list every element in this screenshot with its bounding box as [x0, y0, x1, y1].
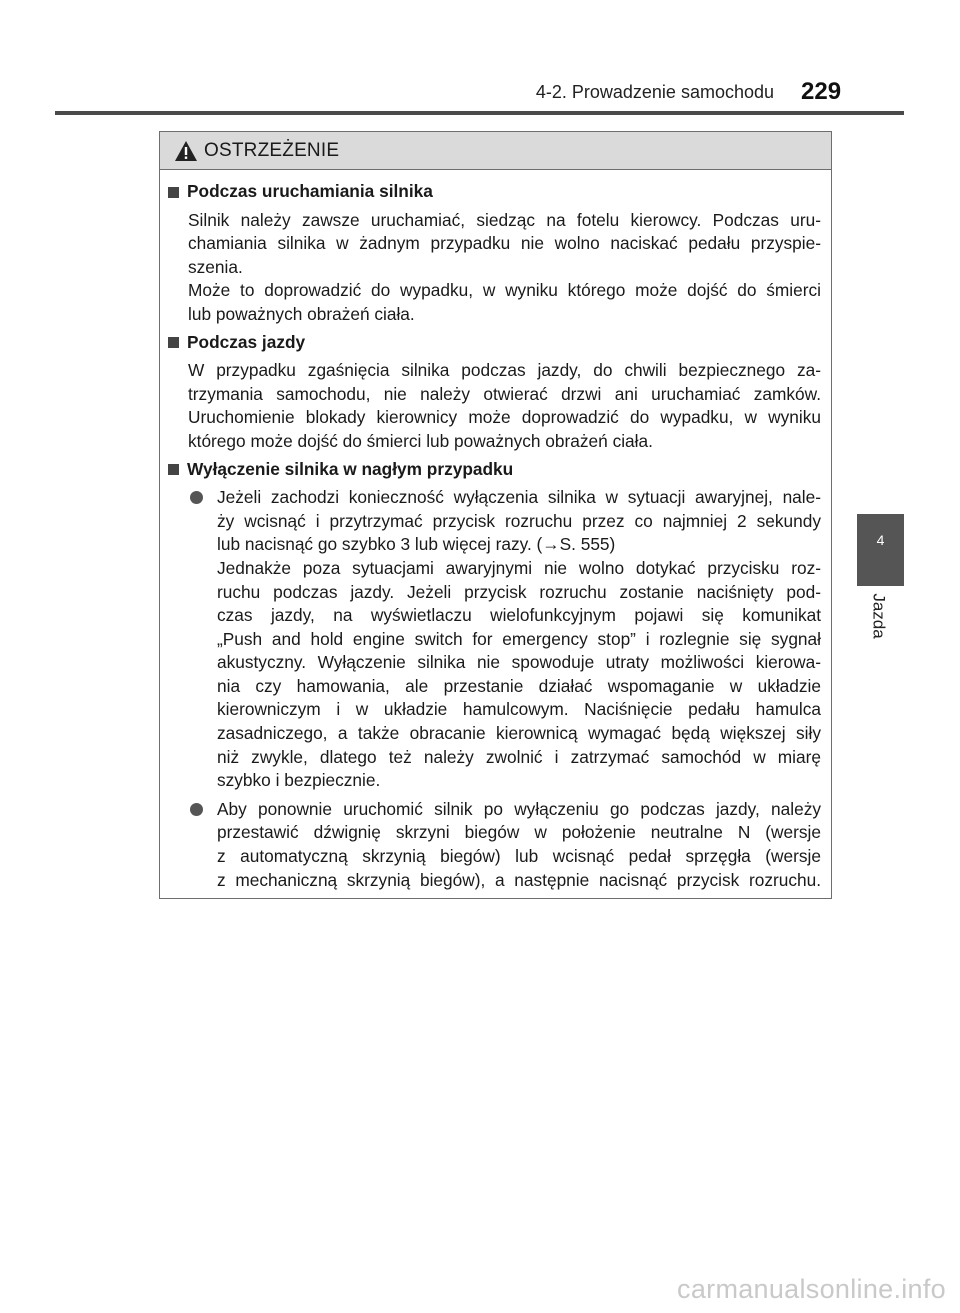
square-bullet-icon	[168, 464, 179, 475]
list-item-text	[217, 486, 821, 793]
circle-bullet-icon	[190, 803, 203, 816]
square-bullet-icon	[168, 187, 179, 198]
text-line: akustyczny. Wyłączenie silnika nie spowoduje utraty możliwości kierowa-	[217, 652, 821, 673]
warning-header	[160, 132, 831, 170]
text-line: Silnik należy zawsze uruchamiać, siedząc na fotelu kierowcy. Podczas uru-	[188, 209, 821, 230]
text-line: którego może dojść do śmierci lub poważnych obrażeń ciała.	[188, 430, 653, 451]
text-line: ruchu podczas jazdy. Jeżeli przycisk rozruchu zostanie naciśnięty pod-	[217, 581, 821, 602]
text-line: Jednakże poza sytuacjami awaryjnymi nie wolno dotykać przycisku roz-	[217, 557, 821, 578]
text-line: niż zwykle, dlatego też należy zwolnić i zatrzymać samochód w miarę	[217, 746, 821, 767]
text-line: trzymania samochodu, nie należy otwierać drzwi ani uruchamiać zamków.	[188, 383, 821, 404]
warning-title: OSTRZEŻENIE	[204, 139, 340, 161]
header-rule	[55, 111, 904, 115]
section-paragraph	[188, 359, 821, 453]
text-line: czas jazdy, na wyświetlaczu wielofunkcyjnym pojawi się komunikat	[217, 605, 821, 626]
text-line: zasadniczego, a także obracanie kierownicą wymagać będą większej siły	[217, 723, 821, 744]
text-line: z mechaniczną skrzynią biegów), a następnie nacisnąć przycisk rozruchu.	[217, 869, 821, 890]
text-line: Uruchomienie blokady kierownicy może doprowadzić do wypadku, w wyniku	[188, 407, 821, 428]
section-heading-text: Podczas jazdy	[187, 331, 306, 352]
watermark: carmanualsonline.info	[677, 1274, 946, 1304]
text-line: Jeżeli zachodzi konieczność wyłączenia silnika w sytuacji awaryjnej, nale-	[217, 487, 821, 508]
text-line: ży wcisnąć i przytrzymać przycisk rozruchu przez co najmniej 2 sekundy	[217, 510, 821, 531]
text-line: chamiania silnika w żadnym przypadku nie wolno naciskać pedału przyspie-	[188, 233, 821, 254]
list-item-text	[217, 798, 821, 892]
header-section-title: 4-2. Prowadzenie samochodu	[535, 82, 774, 102]
text-line: nia czy hamowania, ale przestanie działać wspomaganie w układzie	[217, 675, 821, 696]
page-number: 229	[801, 78, 842, 105]
text-line: przestawić dźwignię skrzyni biegów w położenie neutralne N (wersje	[217, 822, 821, 843]
text-line: W przypadku zgaśnięcia silnika podczas jazdy, do chwili bezpiecznego za-	[188, 360, 821, 381]
section-heading-text: Podczas uruchamiania silnika	[187, 181, 433, 201]
section-heading	[168, 458, 821, 482]
section-paragraph	[188, 209, 821, 327]
page-reference-line: lub nacisnąć go szybko 3 lub więcej razy. (→S. 555)	[217, 534, 616, 555]
circle-bullet-icon	[190, 491, 203, 504]
text-line: szenia.	[188, 256, 243, 277]
chapter-label-text: Jazda	[870, 593, 889, 639]
text-line: lub poważnych obrażeń ciała.	[188, 303, 415, 324]
text-line: „Push and hold engine switch for emergency stop” i rozlegnie się sygnał	[217, 628, 821, 649]
chapter-number: 4	[876, 532, 885, 548]
warning-content	[160, 170, 831, 892]
text-line: z automatyczną skrzynią biegów) lub wcisnąć pedał sprzęgła (wersje	[217, 846, 821, 867]
text-line: szybko i bezpiecznie.	[217, 770, 381, 791]
list-item	[190, 486, 821, 793]
text-line: Aby ponownie uruchomić silnik po wyłączeniu go podczas jazdy, należy	[217, 798, 821, 819]
warning-box	[159, 131, 832, 899]
list-item	[190, 798, 821, 892]
section-heading	[168, 180, 821, 204]
text-line: kierowniczym i w układzie hamulcowym. Naciśnięcie pedału hamulca	[217, 699, 821, 720]
warning-triangle-icon	[174, 140, 198, 162]
chapter-label	[867, 586, 891, 646]
square-bullet-icon	[168, 337, 179, 348]
chapter-tab	[857, 514, 904, 586]
section-heading-text: Wyłączenie silnika w nagłym przypadku	[187, 458, 514, 479]
text-line: Może to doprowadzić do wypadku, w wyniku którego może dojść do śmierci	[188, 280, 821, 301]
section-heading	[168, 331, 821, 355]
